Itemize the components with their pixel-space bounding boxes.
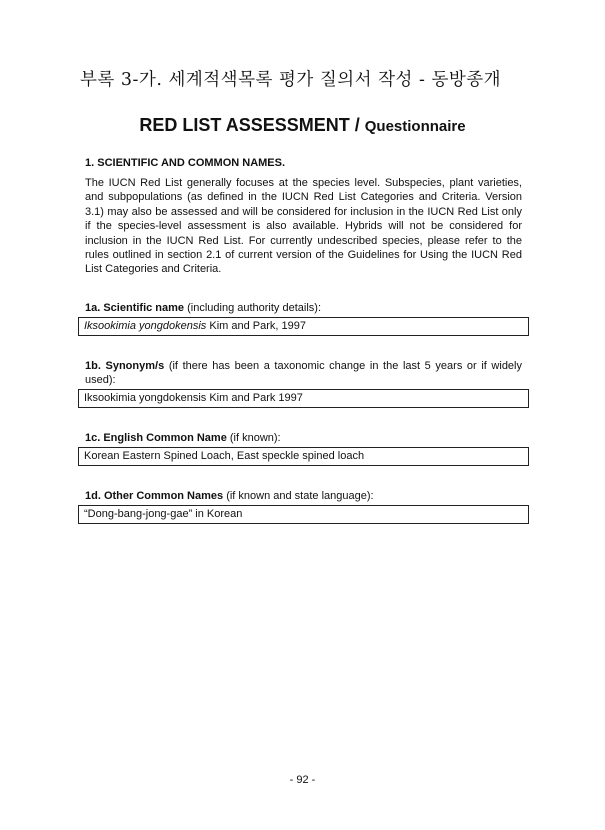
- section-heading: 1. SCIENTIFIC AND COMMON NAMES.: [85, 157, 286, 169]
- field-1b-label-rest: (if there has been a taxonomic change in the last 5 years or if widely used):: [85, 360, 522, 387]
- scientific-name-authority: Kim and Park, 1997: [206, 320, 306, 332]
- title-main: RED LIST ASSESSMENT: [139, 115, 350, 135]
- field-1d-label: [85, 489, 522, 503]
- field-1c-label-bold: 1c. English Common Name: [85, 432, 227, 444]
- title-separator: /: [349, 115, 365, 135]
- document-title: [0, 115, 605, 136]
- field-1b-label: [85, 359, 522, 388]
- field-1d-label-rest: (if known and state language):: [223, 490, 374, 502]
- synonyms-field[interactable]: Iksookimia yongdokensis Kim and Park 1997: [78, 389, 529, 408]
- scientific-name-italic: Iksookimia yongdokensis: [84, 320, 207, 332]
- field-1c-label: [85, 431, 522, 445]
- scientific-name-field[interactable]: [78, 317, 529, 336]
- field-1c-label-rest: (if known):: [226, 432, 281, 444]
- field-1b-label-bold: 1b. Synonym/s: [85, 360, 165, 372]
- field-1a-label: [85, 301, 522, 315]
- field-1a-label-bold: 1a. Scientific name: [85, 302, 185, 314]
- title-sub: Questionnaire: [364, 118, 466, 135]
- page-number: - 92 -: [289, 774, 316, 786]
- english-common-name-field[interactable]: Korean Eastern Spined Loach, East speckle spined loach: [78, 447, 529, 466]
- field-1d-label-bold: 1d. Other Common Names: [85, 490, 224, 502]
- field-1a-label-rest: (including authority details):: [184, 302, 322, 314]
- appendix-heading: 부록 3-가. 세계적색목록 평가 질의서 작성 - 동방종개: [80, 70, 502, 90]
- other-common-names-field[interactable]: “Dong-bang-jong-gae” in Korean: [78, 505, 529, 524]
- section-intro: The IUCN Red List generally focuses at the species level. Subspecies, plant varieties, and subpopulations (as defined in the IUCN Red List Categories and Criteria. Version 3.1) may also be assessed and will be considered for inclusion in the IUCN Red List only if the species-level assessment is also available. Hybrids will not be considered for inclusion in the IUCN Red List. For currently undescribed species, please refer to the rules outlined in section 2.1 of current version of the Guidelines for Using the IUCN Red List Categories and Criteria.: [85, 177, 522, 276]
